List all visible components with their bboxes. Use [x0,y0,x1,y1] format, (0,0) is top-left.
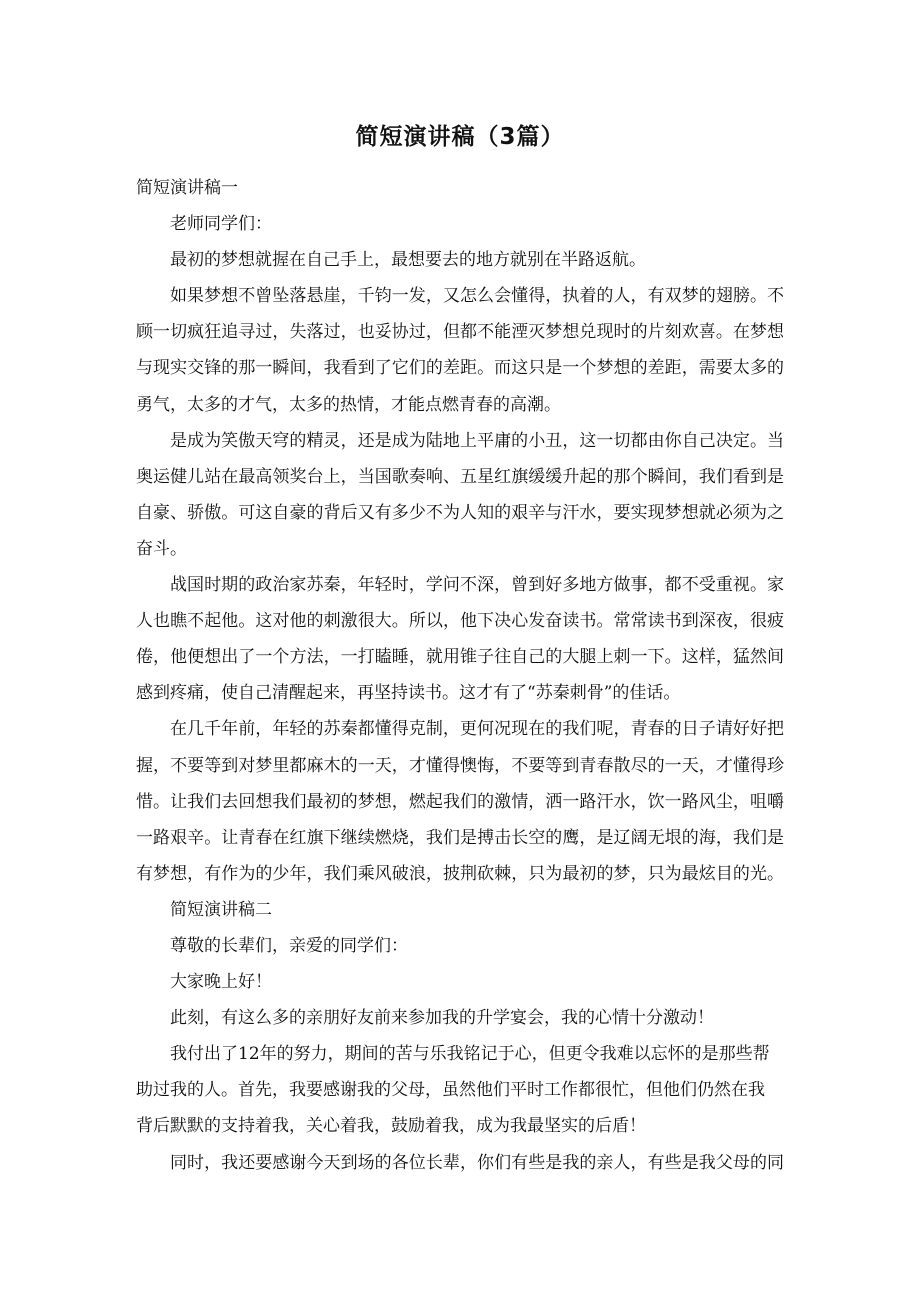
text-line: 有梦想，有作为的少年，我们乘风破浪，披荆砍棘，只为最初的梦，只为最炫目的光。 [136,863,784,884]
text-line: 自豪、骄傲。可这自豪的背后又有多少不为人知的艰辛与汗水，要实现梦想就必须为之 [136,502,784,523]
text-line: 老师同学们： [170,214,272,235]
text-line: 战国时期的政治家苏秦，年轻时，学问不深，曾到好多地方做事，都不受重视。家 [170,575,784,596]
text-line: 是成为笑傲天穹的精灵，还是成为陆地上平庸的小丑，这一切都由你自己决定。当 [170,430,784,451]
text-line: 奋斗。 [136,538,187,559]
text-line: 与现实交锋的那一瞬间，我看到了它们的差距。而这只是一个梦想的差距，需要太多的 [136,358,784,379]
text-line: 握，不要等到对梦里都麻木的一天，才懂得懊悔，不要等到青春散尽的一天，才懂得珍 [136,755,784,776]
text-line: 奥运健儿站在最高领奖台上，当国歌奏响、五星红旗缓缓升起的那个瞬间，我们看到是 [136,466,784,487]
text-line: 人也瞧不起他。这对他的刺激很大。所以，他下决心发奋读书。常常读书到深夜，很疲 [136,611,784,632]
document-body [136,170,784,1181]
text-line: 最初的梦想就握在自己手上，最想要去的地方就别在半路返航。 [170,250,646,271]
text-line: 在几千年前，年轻的苏秦都懂得克制，更何况现在的我们呢，青春的日子请好好把 [170,719,784,740]
text-line: 我付出了12年的努力，期间的苦与乐我铭记于心，但更令我难以忘怀的是那些帮 [170,1044,770,1065]
text-line: 一路艰辛。让青春在红旗下继续燃烧，我们是搏击长空的鹰，是辽阔无垠的海，我们是 [136,827,784,848]
text-line: 助过我的人。首先，我要感谢我的父母，虽然他们平时工作都很忙，但他们仍然在我 [136,1080,765,1101]
text-line: 同时，我还要感谢今天到场的各位长辈，你们有些是我的亲人，有些是我父母的同 [170,1152,784,1173]
text-line: 惜。让我们去回想我们最初的梦想，燃起我们的激情，洒一路汗水，饮一路风尘，咀嚼 [136,791,784,812]
text-line: 大家晚上好！ [170,972,272,993]
text-line: 倦，他便想出了一个方法，一打瞌睡，就用锥子往自己的大腿上刺一下。这样，猛然间 [136,647,784,668]
text-line: 感到疼痛，使自己清醒起来，再坚持读书。这才有了“苏秦刺骨”的佳话。 [136,683,681,704]
text-line: 顾一切疯狂追寻过，失落过，也妥协过，但都不能湮灭梦想兑现时的片刻欢喜。在梦想 [136,322,784,343]
document-title: 简短演讲稿（3篇） [355,124,565,150]
text-line: 勇气，太多的才气，太多的热情，才能点燃青春的高潮。 [136,394,561,415]
text-line: 简短演讲稿二 [170,899,272,920]
text-line: 如果梦想不曾坠落悬崖，千钧一发，又怎么会懂得，执着的人，有双梦的翅膀。不 [170,286,784,307]
text-line: 简短演讲稿一 [136,178,238,198]
text-line: 此刻，有这么多的亲朋好友前来参加我的升学宴会，我的心情十分激动！ [170,1008,714,1029]
text-line: 尊敬的长辈们，亲爱的同学们： [170,935,408,956]
text-line: 背后默默的支持着我，关心着我，鼓励着我，成为我最坚实的后盾！ [136,1116,646,1137]
